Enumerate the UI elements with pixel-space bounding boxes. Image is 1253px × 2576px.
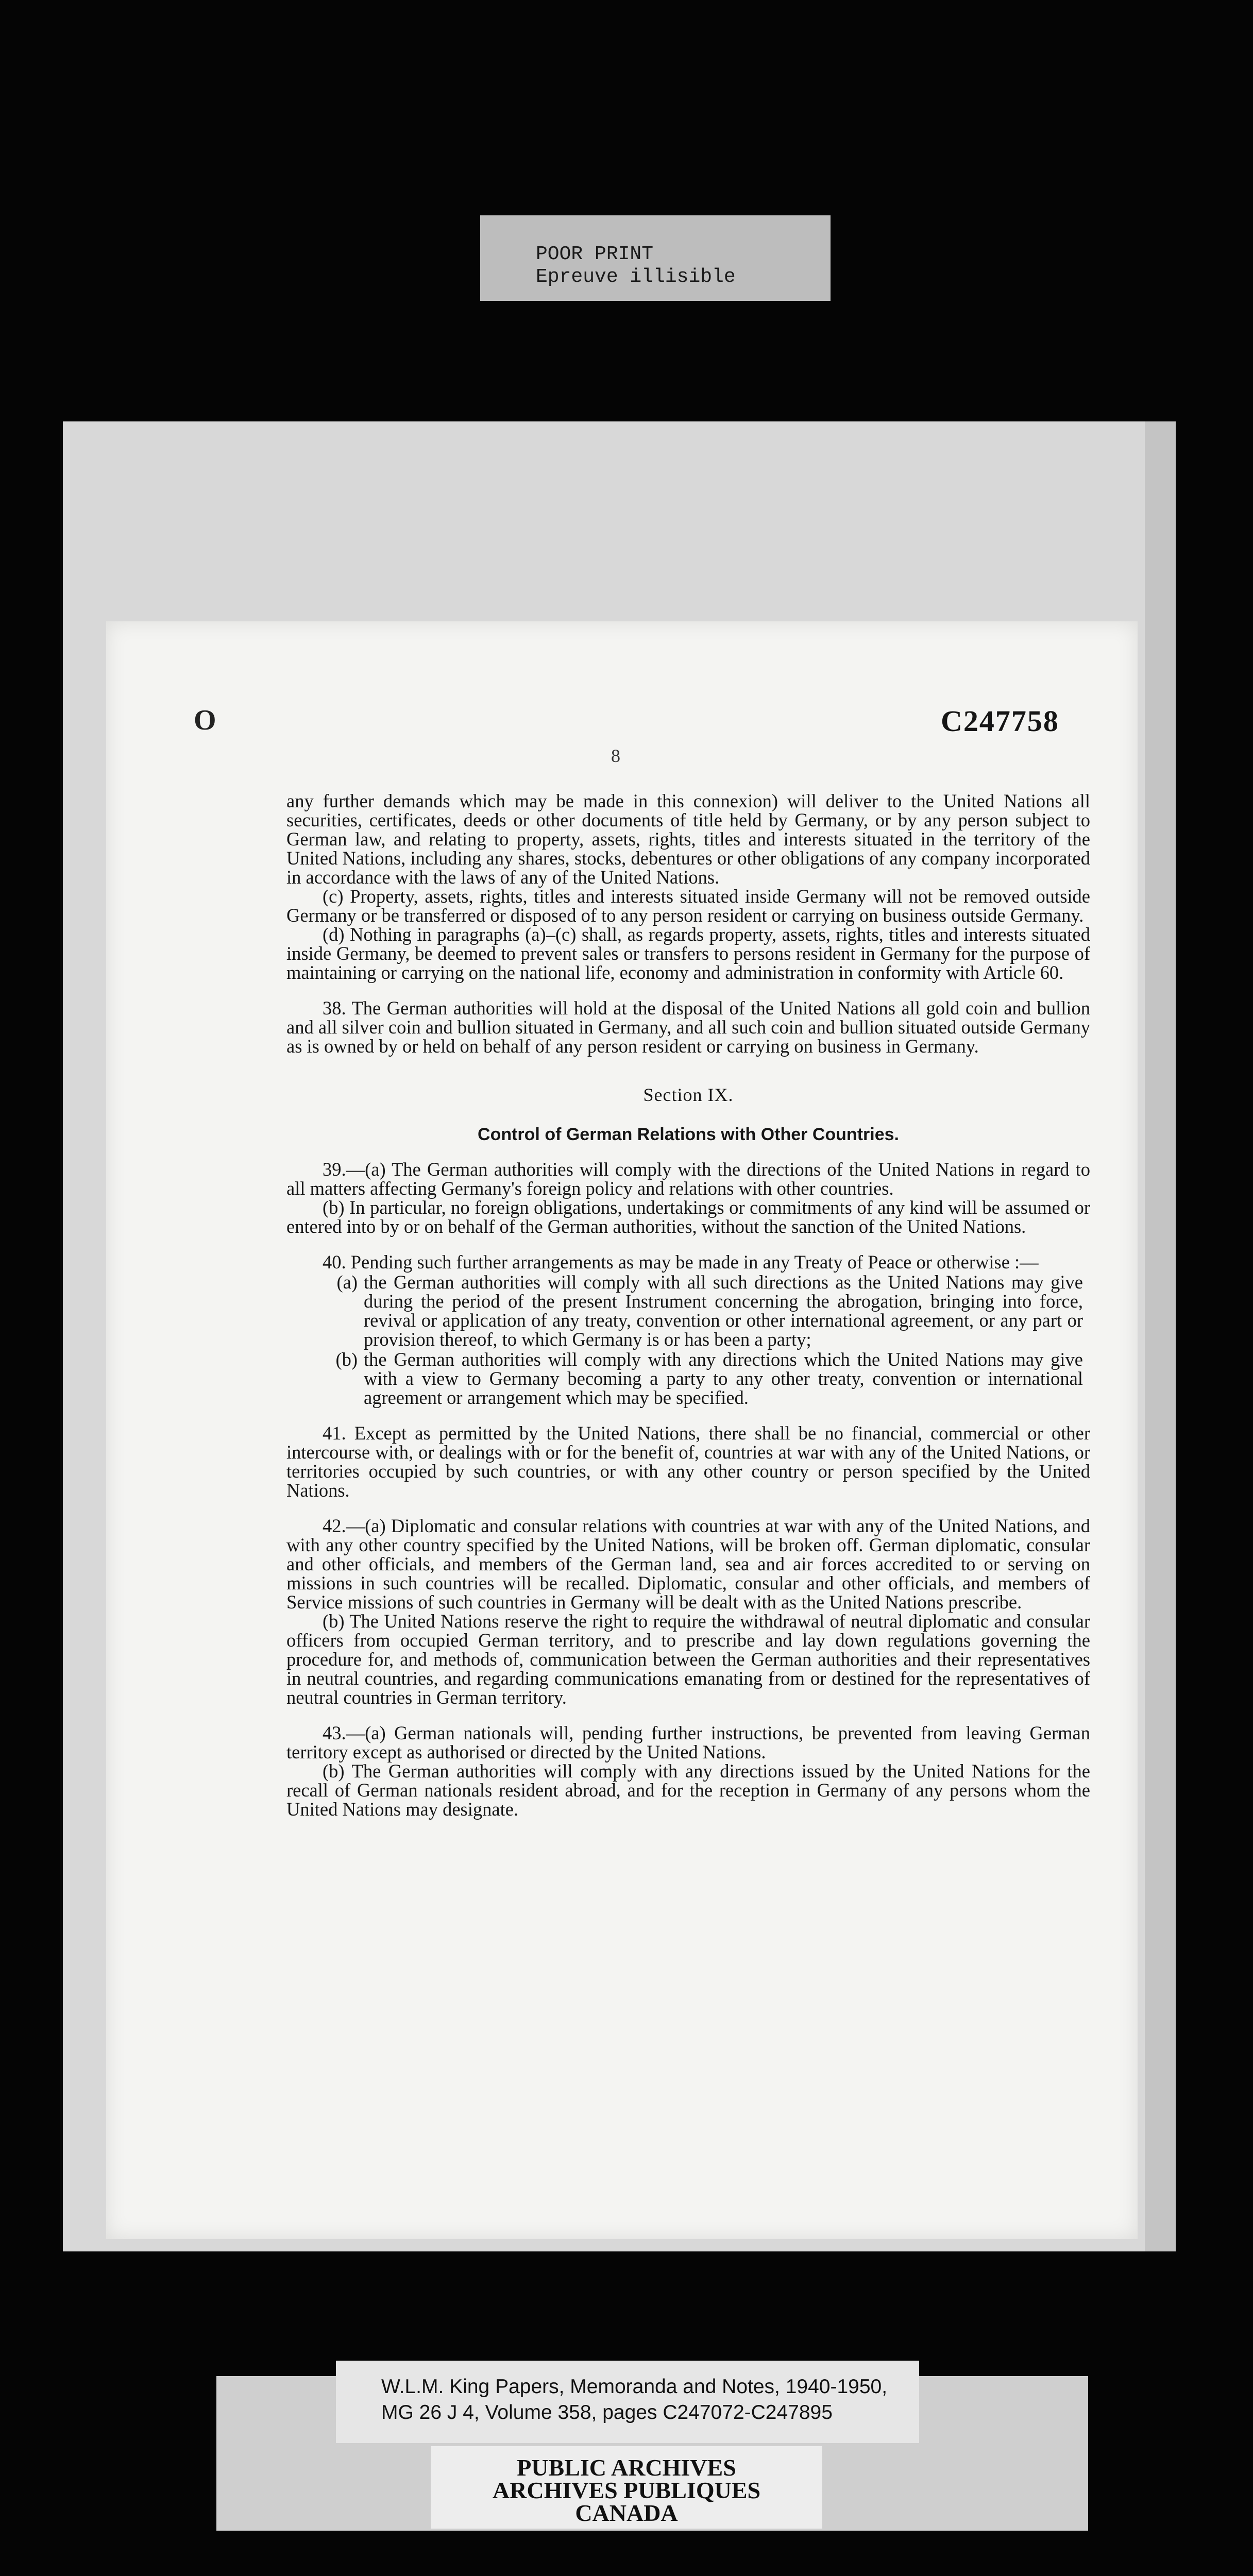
document-page xyxy=(106,621,1138,2239)
paragraph-37c: (c) Property, assets, rights, titles and interests situated inside Germany will not be removed outside Germany or be transferred or disposed of to any person resident or carrying on business outside Germany. xyxy=(286,886,1090,926)
paragraph-41: 41. Except as permitted by the United Nations, there shall be no financial, commercial or other intercourse with, or dealings with or for the benefit of, countries at war with any of the United Nations, or territories occupied by such countries, or with any other country or person specified by the United Nations. xyxy=(286,1422,1090,1501)
citation-line-1: W.L.M. King Papers, Memoranda and Notes, 1940-1950, xyxy=(381,2376,888,2398)
page-number: 8 xyxy=(611,745,620,766)
paragraph-continuation: any further demands which may be made in this connexion) will deliver to the United Nations all securities, certificates, deeds or other documents of title held by Germany, or by any person subject to German law, and relating to property, assets, rights, titles and interests situated in the territory of the United Nations, including any shares, stocks, debentures or other obligations of any company incorporated in accordance with the laws of any of the United Nations. xyxy=(286,790,1090,888)
item-label: (a) xyxy=(336,1272,358,1293)
paragraph-38: 38. The German authorities will hold at the disposal of the United Nations all gold coin and bullion and all silver coin and bullion situated in Germany, and all such coin and bullion situated outside Germany as is owned by or held on behalf of any person resident or carrying on business in Germany. xyxy=(286,997,1090,1057)
paragraph-42b: (b) The United Nations reserve the right to require the withdrawal of neutral diplomatic and consular officers from occupied German territory, and to prescribe and lay down regulations governing the procedure for, and methods of, communication between the German authorities and their representatives in neutral countries, and regarding communications emanating from or destined for the representatives of neutral countries in German territory. xyxy=(286,1611,1090,1708)
poor-print-label-fr: Epreuve illisible xyxy=(536,266,736,288)
section-heading: Control of German Relations with Other Countries. xyxy=(478,1125,899,1144)
archive-document-number: C247758 xyxy=(941,704,1059,738)
archives-stamp-line-2: ARCHIVES PUBLIQUES xyxy=(492,2477,761,2503)
paragraph-39b: (b) In particular, no foreign obligations, undertakings or commitments of any kind will be assumed or entered into by or on behalf of the German authorities, without the sanction of the United Nations. xyxy=(286,1197,1090,1237)
public-archives-stamp xyxy=(431,2446,822,2529)
archive-citation-label xyxy=(336,2361,919,2443)
backing-sheet-edge xyxy=(1145,421,1176,2251)
paragraph-43a: 43.—(a) German nationals will, pending further instructions, be prevented from leaving German territory except as authorised or directed by the United Nations. xyxy=(286,1722,1090,1762)
section-number: Section IX. xyxy=(643,1084,734,1105)
paragraph-37d: (d) Nothing in paragraphs (a)–(c) shall, as regards property, assets, rights, titles and interests situated inside Germany, be deemed to prevent sales or transfers to persons resident in Germany for the purpose of maintaining or carrying on the national life, economy and administration in conformity with Article 60. xyxy=(286,924,1090,983)
page-corner-mark: O xyxy=(194,704,216,736)
paragraph-40: 40. Pending such further arrangements as may be made in any Treaty of Peace or otherwise :— xyxy=(323,1251,1039,1273)
poor-print-stamp xyxy=(480,215,831,301)
paragraph-42a: 42.—(a) Diplomatic and consular relations with countries at war with any of the United Nations, and with any other country specified by the United Nations, will be broken off. German diplomatic, consular and other officials, and members of the German land, sea and air forces accredited to or serving on missions in such countries will be recalled. Diplomatic, consular and other officials, and members of Service missions of such countries in Germany will be dealt with as the United Nations prescribe. xyxy=(286,1515,1090,1613)
item-text: the German authorities will comply with any directions which the United Nations may give with a view to Germany becoming a party to any other treaty, convention or international agreement or arrangement which may be specified. xyxy=(364,1349,1083,1408)
paragraph-39a: 39.—(a) The German authorities will comply with the directions of the United Nations in regard to all matters affecting Germany's foreign policy and relations with other countries. xyxy=(286,1159,1090,1199)
item-label: (b) xyxy=(335,1349,358,1370)
paragraph-40b xyxy=(286,1350,1090,1407)
paragraph-43b: (b) The German authorities will comply with any directions issued by the United Nations for the recall of German nationals resident abroad, and for the reception in Germany of any persons whom the United Nations may designate. xyxy=(286,1760,1090,1820)
paragraph-40a xyxy=(286,1273,1090,1349)
poor-print-label: POOR PRINT xyxy=(536,243,654,265)
document-body xyxy=(286,791,1090,1819)
archives-stamp-line-1: PUBLIC ARCHIVES xyxy=(517,2454,736,2481)
archives-stamp-line-3: CANADA xyxy=(575,2500,678,2526)
item-text: the German authorities will comply with all such directions as the United Nations may give during the period of the present Instrument concerning the abrogation, bringing into force, revival or application of any treaty, convention or other international agreement, or any part or provision thereof, to which Germany is or has been a party; xyxy=(364,1272,1083,1350)
citation-line-2: MG 26 J 4, Volume 358, pages C247072-C247895 xyxy=(381,2401,833,2424)
